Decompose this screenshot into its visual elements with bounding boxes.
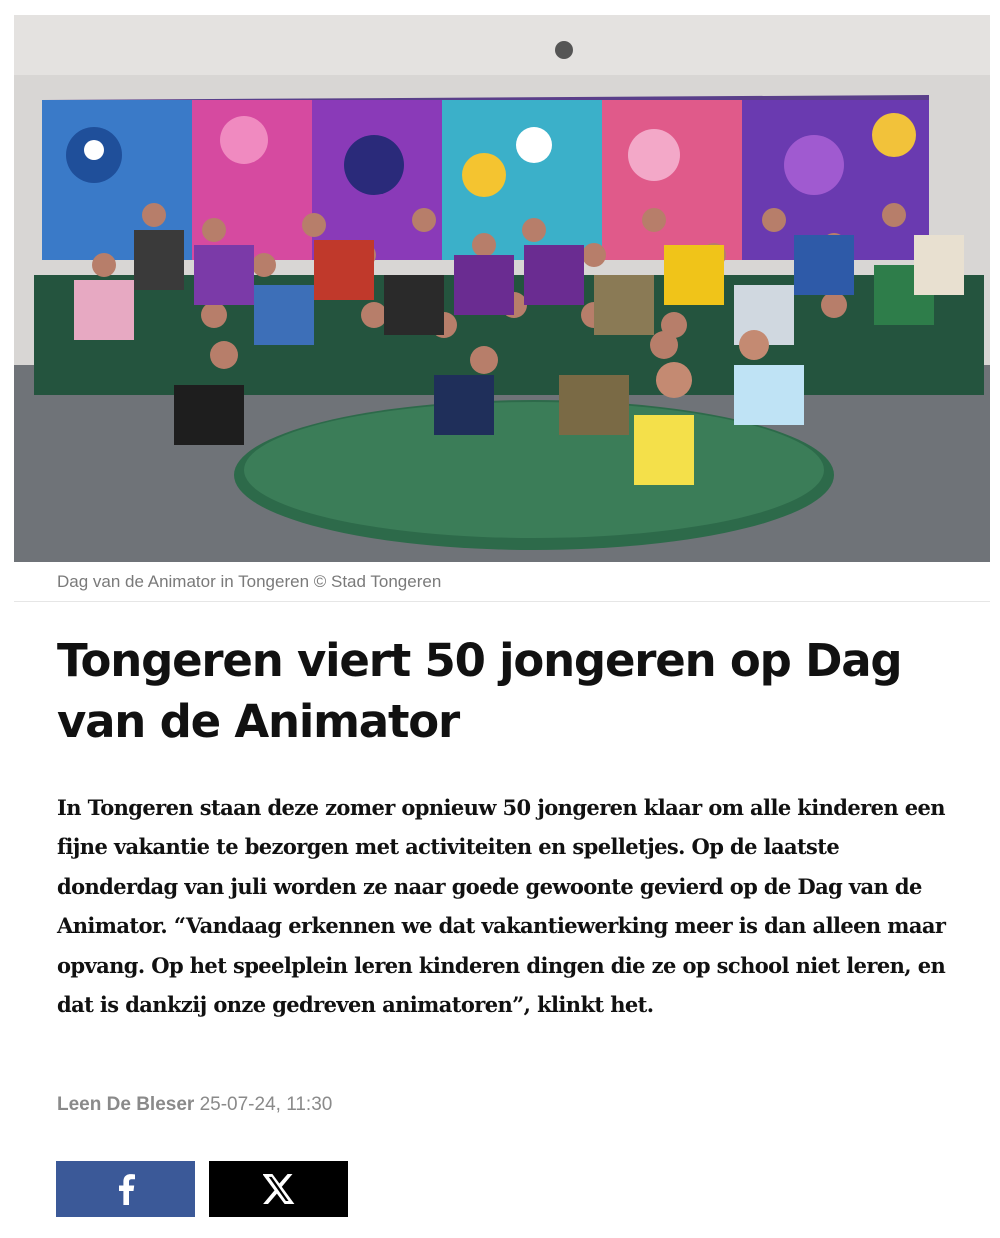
caption-divider	[14, 601, 990, 602]
share-x-button[interactable]	[209, 1161, 348, 1217]
facebook-icon	[117, 1173, 135, 1205]
publish-timestamp: 25-07-24, 11:30	[199, 1094, 333, 1115]
article-photo[interactable]	[14, 15, 990, 562]
x-icon	[263, 1174, 295, 1204]
share-facebook-button[interactable]	[56, 1161, 195, 1217]
article-lead: In Tongeren staan deze zomer opnieuw 50 jongeren klaar om alle kinderen een fijne vakantie te bezorgen met activiteiten en spelletjes. Op de laatste donderdag van juli worden ze naar goede gewoonte gevierd op de Dag van de Animator. “Vandaag erkennen we dat vakantiewerking meer is dan alleen maar opvang. Op het speelplein leren kinderen dingen die ze op school niet leren, en dat is dankzij onze gedreven animatoren”, klinkt het.	[57, 795, 946, 1018]
article-meta	[57, 1094, 332, 1116]
group-photo-image	[14, 15, 990, 562]
article-headline: Tongeren viert 50 jongeren op Dag van de Animator	[57, 634, 902, 748]
photo-caption: Dag van de Animator in Tongeren © Stad Tongeren	[57, 572, 442, 591]
author-name[interactable]: Leen De Bleser	[57, 1094, 195, 1115]
